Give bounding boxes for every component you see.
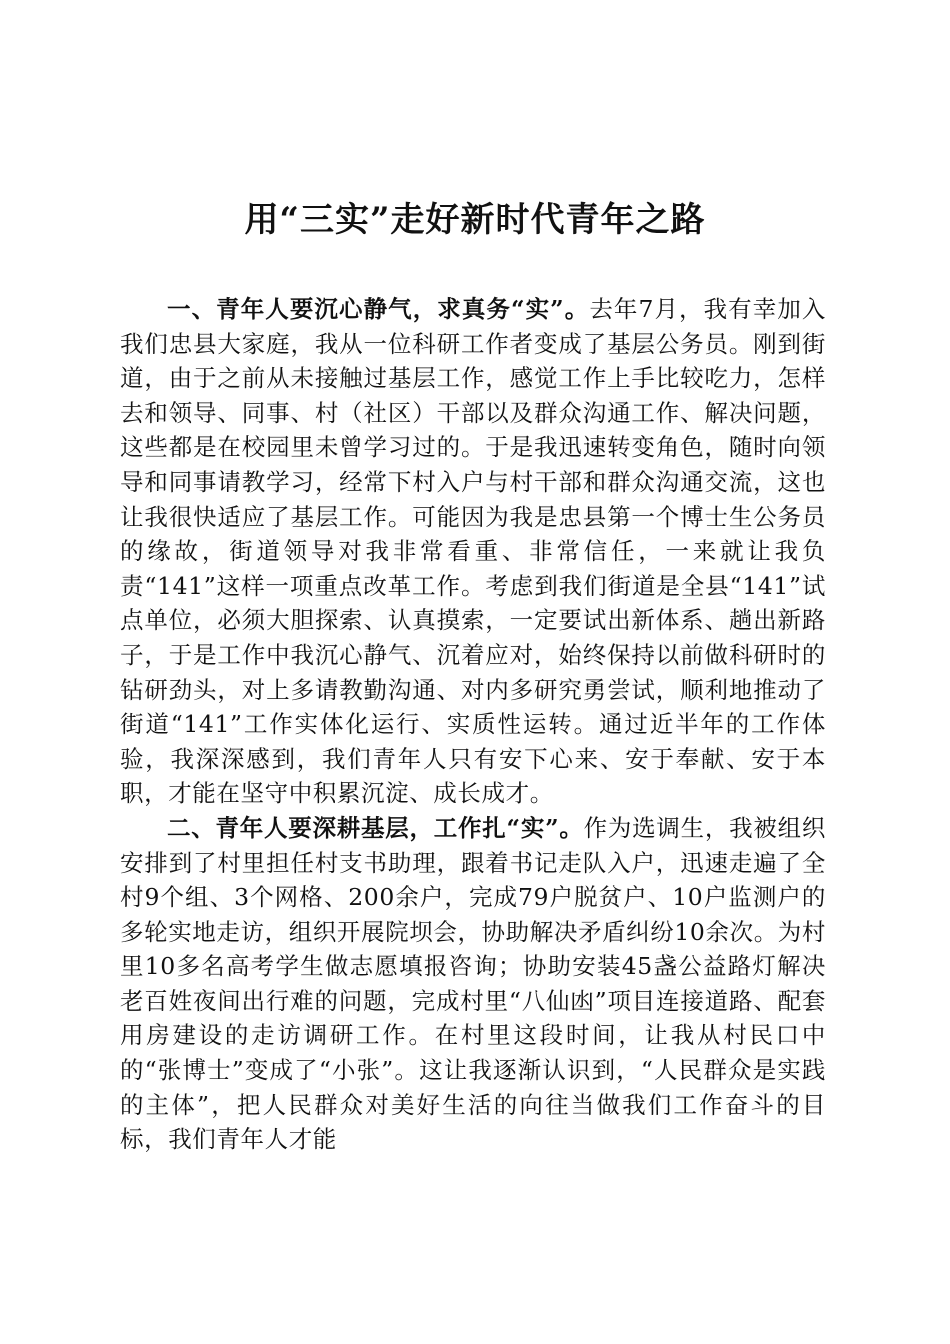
paragraph-1 <box>120 292 826 811</box>
paragraph-1-heading: 一、青年人要沉心静气，求真务“实”。 <box>167 295 590 323</box>
paragraph-1-text: 去年7月，我有幸加入我们忠县大家庭，我从一位科研工作者变成了基层公务员。刚到街道，由于之前从未接触过基层工作，感觉工作上手比较吃力，怎样去和领导、同事、村（社区）干部以及群众沟通工作、解决问题，这些都是在校园里未曾学习过的。于是我迅速转变角色，随时向领导和同事请教学习，经常下村入户与村干部和群众沟通交流，这也让我很快适应了基层工作。可能因为我是忠县第一个博士生公务员的缘故，街道领导对我非常看重、非常信任，一来就让我负责“141”这样一项重点改革工作。考虑到我们街道是全县“141”试点单位，必须大胆探索、认真摸索，一定要试出新体系、趟出新路子，于是工作中我沉心静气、沉着应对，始终保持以前做科研时的钻研劲头，对上多请教勤沟通、对内多研究勇尝试，顺利地推动了街道“141”工作实体化运行、实质性运转。通过近半年的工作体验，我深深感到，我们青年人只有安下心来、安于奉献、安于本职，才能在坚守中积累沉淀、成长成才。 <box>120 295 826 808</box>
document-title: 用“三实”走好新时代青年之路 <box>244 200 706 240</box>
document-body <box>120 292 826 1157</box>
paragraph-2-text: 作为选调生，我被组织安排到了村里担任村支书助理，跟着书记走队入户，迅速走遍了全村9个组、3个网格、200余户，完成79户脱贫户、10户监测户的多轮实地走访，组织开展院坝会，协助解决矛盾纠纷10余次。为村里10多名高考学生做志愿填报咨询；协助安装45盏公益路灯解决老百姓夜间出行难的问题，完成村里“八仙凼”项目连接道路、配套用房建设的走访调研工作。在村里这段时间，让我从村民口中的“张博士”变成了“小张”。这让我逐渐认识到，“人民群众是实践的主体”，把人民群众对美好生活的向往当做我们工作奋斗的目标，我们青年人才能 <box>120 813 826 1154</box>
paragraph-2-heading: 二、青年人要深耕基层，工作扎“实”。 <box>167 813 584 842</box>
paragraph-2 <box>120 811 826 1157</box>
